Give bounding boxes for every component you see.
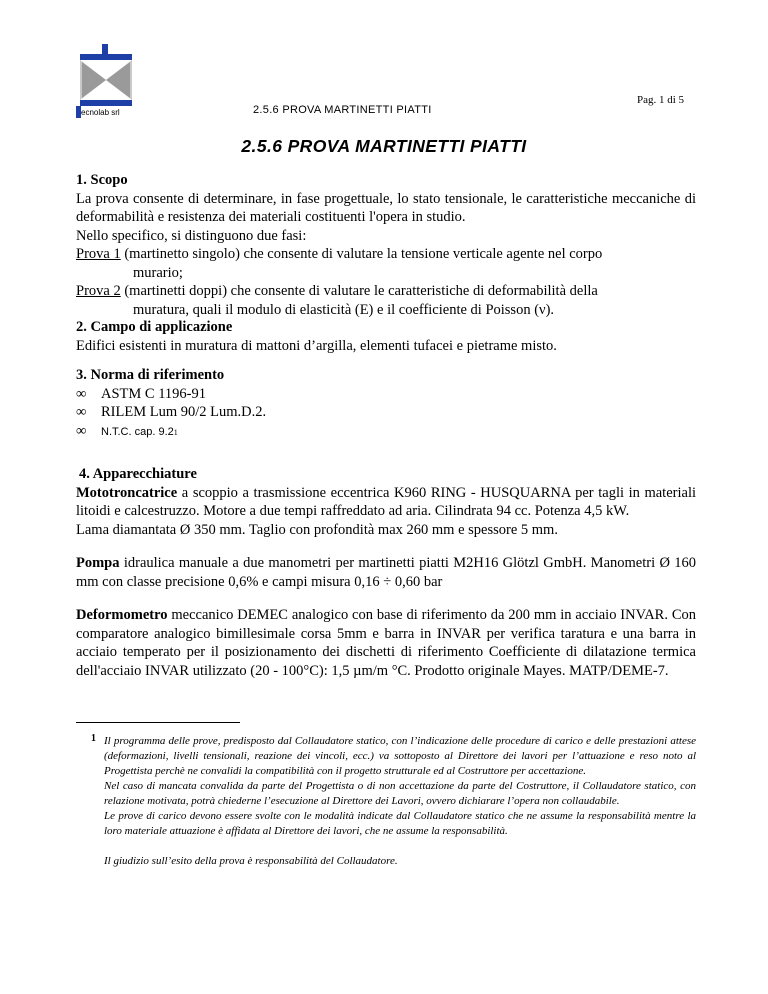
prova-2-line <box>76 282 696 301</box>
list-item-text: N.T.C. cap. 9.2 <box>101 425 174 438</box>
prova-2-label: Prova 2 <box>76 283 121 299</box>
footnote-separator <box>76 722 240 723</box>
footnote-paragraph: Le prove di carico devono essere svolte con le modalità indicate dal Collaudatore statico che ne assume la responsabilità mentre la loro materiale attuazione è affidata al Direttore dei lavori, che ne assume la responsabilità. <box>104 810 696 837</box>
running-header: 2.5.6 PROVA MARTINETTI PIATTI <box>253 104 432 116</box>
list-item-text: RILEM Lum 90/2 Lum.D.2. <box>101 404 267 420</box>
paragraph: Lama diamantata Ø 350 mm. Taglio con profondità max 260 mm e spessore 5 mm. <box>76 521 558 538</box>
paragraph-deformometro <box>76 606 696 680</box>
section-heading: 3. Norma di riferimento <box>76 367 225 383</box>
section-apparecchiature <box>76 465 696 680</box>
bullet-symbol: ∞ <box>76 404 87 420</box>
paragraph-mototroncatrice <box>76 484 696 521</box>
description: meccanico DEMEC analogico con base di riferimento da 200 mm in acciaio INVAR. Con comparatore analogico bimillesimale corsa 5mm e barra in INVAR per verifica taratura e una barra in acciaio temperato per il posizionamento dei dischetti di riferimento Coefficiente di dilatazione termica dell'acciaio INVAR utilizzato (20 - 100°C): 1,5 µm/m °C. Prodotto originale Mayes. MATP/DEME-7. <box>76 607 696 679</box>
section-heading: 4. Apparecchiature <box>79 466 197 482</box>
logo-text: ecnolab srl <box>81 108 120 117</box>
description: a scoppio a trasmissione eccentrica K960 RING - HUSQUARNA per tagli in materiali litoidi e calcestruzzo. Motore a due tempi raffreddato ad aria. Cilindrata 94 cc. Potenza 4,5 kW. <box>76 484 696 519</box>
section-campo <box>76 318 696 355</box>
prova-1-text: (martinetto singolo) che consente di valutare la tensione verticale agente nel corpo <box>120 246 603 262</box>
paragraph: Nello specifico, si distinguono due fasi: <box>76 227 307 244</box>
term: Mototroncatrice <box>76 484 178 501</box>
footnote <box>104 734 696 869</box>
section-norma <box>76 366 696 441</box>
prova-2-text: (martinetti doppi) che consente di valutare le caratteristiche di deformabilità della <box>120 283 598 299</box>
prova-1-label: Prova 1 <box>76 246 121 262</box>
description: idraulica manuale a due manometri per martinetti piatti M2H16 Glötzl GmbH. Manometri Ø 160 mm con classe precisione 0,6% e campi misura 0,16 ÷ 0,60 bar <box>76 555 696 590</box>
footnote-paragraph: Il programma delle prove, predisposto dal Collaudatore statico, con l’indicazione delle procedure di carico e delle prestazioni attese (deformazioni, livelli tensionali, reazione dei vincoli, ecc.) va sottoposto al Direttore dei lavori per l’attuazione e reso noto al Progettista perchè ne convalidi la compatibilità con il progetto strutturale ed al Costruttore per accettazione. <box>104 735 696 777</box>
paragraph: La prova consente di determinare, in fase progettuale, lo stato tensionale, le caratteristiche meccaniche di deformabilità e resistenza dei materiali costituenti l'opera in studio. <box>76 190 696 225</box>
footnote-number: 1 <box>91 733 96 744</box>
document-title: 2.5.6 PROVA MARTINETTI PIATTI <box>241 136 527 156</box>
paragraph: Edifici esistenti in muratura di mattoni d’argilla, elementi tufacei e pietrame misto. <box>76 337 557 354</box>
prova-1-continuation: murario; <box>133 264 183 281</box>
bullet-symbol: ∞ <box>76 422 87 439</box>
list-item-text: ASTM C 1196-91 <box>101 385 206 402</box>
bullet-symbol: ∞ <box>76 385 87 402</box>
section-scopo <box>76 171 696 319</box>
list-item: ∞ N.T.C. cap. 9.2 1 <box>76 422 696 442</box>
list-item <box>76 403 696 422</box>
prova-1-line <box>76 245 696 264</box>
term: Deformometro <box>76 607 168 623</box>
term: Pompa <box>76 555 120 571</box>
page-number: Pag. 1 di 5 <box>637 94 685 106</box>
paragraph-pompa <box>76 554 696 591</box>
footnote-paragraph: Il giudizio sull’esito della prova è responsabilità del Collaudatore. <box>104 855 398 867</box>
list-item <box>76 385 696 404</box>
prova-2-continuation: muratura, quali il modulo di elasticità (E) e il coefficiente di Poisson (ν). <box>133 301 555 318</box>
section-heading: 1. Scopo <box>76 172 128 188</box>
footnote-paragraph: Nel caso di mancata convalida da parte del Progettista o di non accettazione da parte del Costruttore, il Collaudatore statico, con relazione motivata, potrà chiederne l’esecuzione al Direttore dei Lavori, ovvero dichiarare l’opera non collaudabile. <box>104 780 696 807</box>
section-heading: 2. Campo di applicazione <box>76 319 233 335</box>
